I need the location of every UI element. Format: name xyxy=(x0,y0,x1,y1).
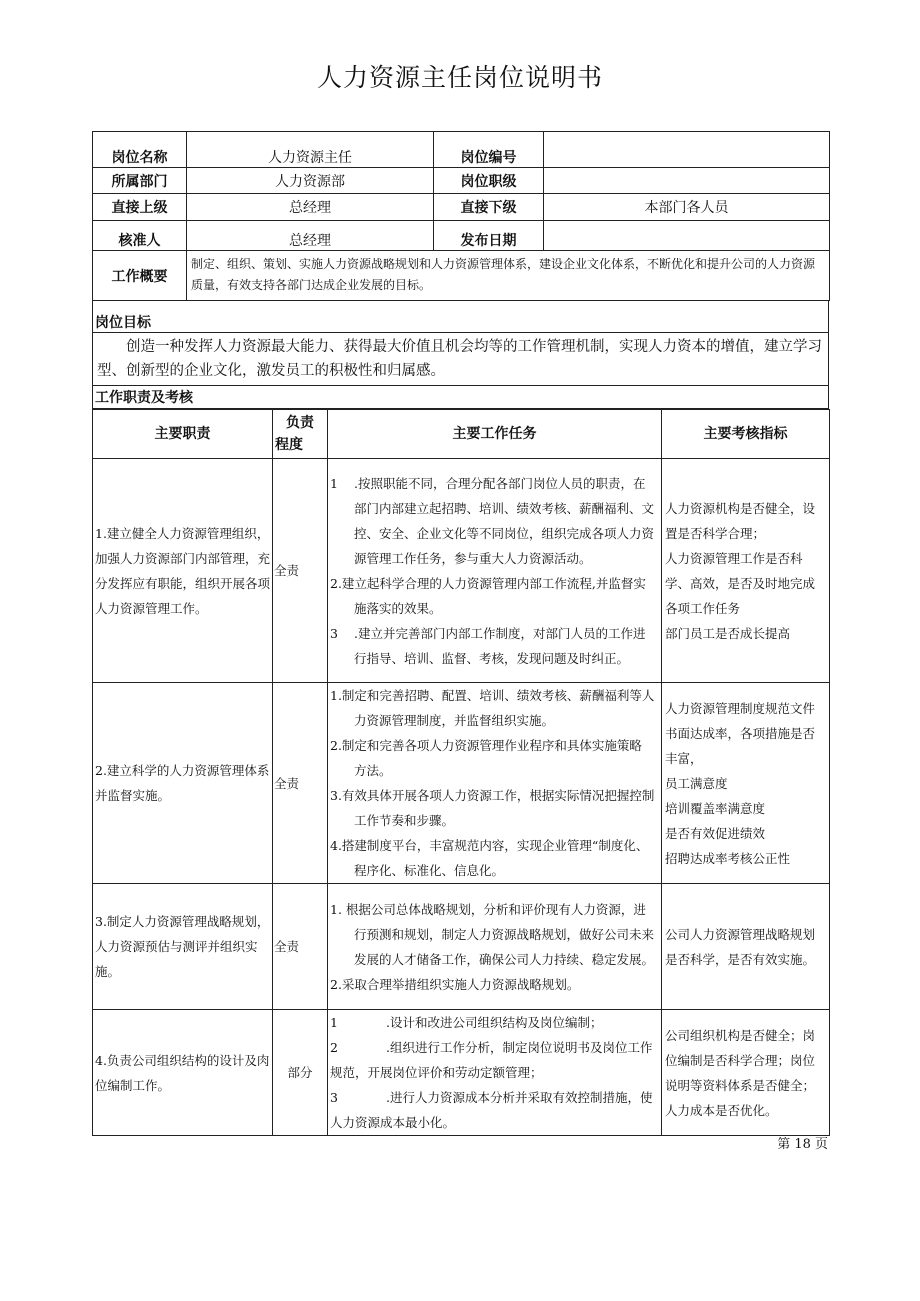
task-item-cont: 部门内部建立起招聘、培训、绩效考核、薪酬福利、文控、安全、企业文化等不同岗位，组织完成各项人力资源管理工作任务，参与重大人力资源活动。 xyxy=(354,500,655,566)
kpi-item: 是否有效促进绩效 xyxy=(665,825,766,841)
task-item-cont: 规范，开展岗位评价和劳动定额管理； xyxy=(330,1065,543,1080)
kpi-cell xyxy=(662,884,830,1010)
page-title: 人力资源主任岗位说明书 xyxy=(316,63,603,92)
duties-heading: 工作职责及考核 xyxy=(93,386,829,409)
task-item: 3 .建立并完善部门内部工作制度，对部门人员的工作进 xyxy=(330,625,646,641)
task-item: 3 .进行人力资源成本分析并采取有效控制措施，使 xyxy=(330,1090,653,1105)
task-item-cont: 力资源管理制度，并监督组织实施。 xyxy=(354,713,555,728)
degree-cell: 全责 xyxy=(273,683,328,884)
kpi-cell xyxy=(662,459,830,683)
position-no-label: 岗位编号 xyxy=(434,132,544,168)
page-number: 第 18 页 xyxy=(777,1137,828,1152)
dept-value: 人力资源部 xyxy=(187,168,434,194)
task-item-cont: 方法。 xyxy=(354,763,392,778)
level-value xyxy=(544,168,830,194)
release-label: 发布日期 xyxy=(434,221,544,251)
position-name-value: 人力资源主任 xyxy=(187,132,434,168)
task-item-cont: 行预测和规划，制定人力资源战略规划，做好公司未来发展的人才储备工作，确保公司人力持续、稳定发展。 xyxy=(354,926,655,967)
tasks-cell xyxy=(328,683,662,884)
kpi-item: 公司组织机构是否健全；岗位编制是否科学合理；岗位说明等资料体系是否健全；人力成本是否优化。 xyxy=(665,1027,816,1118)
tasks-cell xyxy=(328,1010,662,1136)
task-item: 1 .按照职能不同，合理分配各部门岗位人员的职责，在 xyxy=(330,475,646,491)
position-name-label: 岗位名称 xyxy=(93,132,187,168)
approver-value: 总经理 xyxy=(187,221,434,251)
task-item-cont: 行指导、培训、监督、考核，发现问题及时纠正。 xyxy=(354,650,630,666)
degree-cell: 全责 xyxy=(273,884,328,1010)
release-value xyxy=(544,221,830,251)
table-row xyxy=(93,683,830,884)
kpi-item: 人力资源管理工作是否科学、高效，是否及时地完成各项工作任务 xyxy=(665,550,816,616)
task-item: 3.有效具体开展各项人力资源工作，根据实际情况把握控制 xyxy=(330,788,655,803)
task-item: 1 .设计和改进公司组织结构及岗位编制； xyxy=(330,1015,603,1030)
col-degree-line2: 程度 xyxy=(275,437,303,453)
task-item-cont: 程序化、标准化、信息化。 xyxy=(354,863,505,878)
col-degree-line1: 负责 xyxy=(286,415,314,431)
tasks-cell xyxy=(328,459,662,683)
task-item: 4.搭建制度平台，丰富规范内容，实现企业管理“制度化、 xyxy=(330,838,649,853)
goal-heading: 岗位目标 xyxy=(93,301,829,333)
task-item: 2.采取合理举措组织实施人力资源战略规划。 xyxy=(330,976,580,992)
level-label: 岗位职级 xyxy=(434,168,544,194)
task-item-cont: 施落实的效果。 xyxy=(354,600,442,616)
col-duty: 主要职责 xyxy=(93,410,273,459)
kpi-item: 招聘达成率考核公正性 xyxy=(665,850,791,866)
approver-label: 核准人 xyxy=(93,221,187,251)
superior-value: 总经理 xyxy=(187,194,434,221)
kpi-item: 人力资源管理制度规范文件书面达成率，各项措施是否丰富， xyxy=(665,700,816,766)
kpi-item: 人力资源机构是否健全，设置是否科学合理； xyxy=(665,500,816,541)
degree-cell: 全责 xyxy=(273,459,328,683)
kpi-item: 员工满意度 xyxy=(665,775,728,791)
dept-label: 所属部门 xyxy=(93,168,187,194)
col-kpi: 主要考核指标 xyxy=(662,410,830,459)
subordinate-value: 本部门各人员 xyxy=(544,194,830,221)
summary-label: 工作概要 xyxy=(93,251,187,301)
table-row xyxy=(93,884,830,1010)
duty-cell: 4.负责公司组织结构的设计及肉位编制工作。 xyxy=(93,1010,273,1136)
task-item: 2.建立起科学合理的人力资源管理内部工作流程,并监督实 xyxy=(330,575,646,591)
table-row xyxy=(93,1010,830,1136)
col-tasks: 主要工作任务 xyxy=(328,410,662,459)
goal-table xyxy=(92,300,829,409)
subordinate-label: 直接下级 xyxy=(434,194,544,221)
goal-text: 创造一种发挥人力资源最大能力、获得最大价值且机会均等的工作管理机制，实现人力资本的增值，建立学习型、创新型的企业文化，激发员工的积极性和归属感。 xyxy=(93,333,829,386)
duties-table xyxy=(92,409,830,1136)
task-item-cont: 人力资源成本最小化。 xyxy=(330,1115,456,1130)
tasks-cell xyxy=(328,884,662,1010)
kpi-item: 公司人力资源管理战略规划是否科学，是否有效实施。 xyxy=(665,926,816,967)
degree-cell: 部分 xyxy=(273,1010,328,1136)
task-item: 2.制定和完善各项人力资源管理作业程序和具体实施策略 xyxy=(330,738,642,753)
kpi-cell xyxy=(662,683,830,884)
task-item: 1. 根据公司总体战略规划，分析和评价现有人力资源，进 xyxy=(330,901,646,917)
superior-label: 直接上级 xyxy=(93,194,187,221)
kpi-item: 部门员工是否成长提高 xyxy=(665,625,791,641)
kpi-cell xyxy=(662,1010,830,1136)
col-degree xyxy=(273,410,328,459)
info-table xyxy=(92,131,830,301)
duty-cell: 1.建立健全人力资源管理组织，加强人力资源部门内部管理，充分发挥应有职能，组织开展各项人力资源管理工作。 xyxy=(93,459,273,683)
table-row xyxy=(93,459,830,683)
summary-text: 制定、组织、策划、实施人力资源战略规划和人力资源管理体系，建设企业文化体系，不断优化和提升公司的人力资源质量，有效支持各部门达成企业发展的目标。 xyxy=(187,251,830,301)
duty-cell: 2.建立科学的人力资源管理体系并监督实施。 xyxy=(93,683,273,884)
task-item: 2 .组织进行工作分析，制定岗位说明书及岗位工作 xyxy=(330,1040,653,1055)
task-item-cont: 工作节奏和步骤。 xyxy=(354,813,455,828)
position-no-value xyxy=(544,132,830,168)
duty-cell: 3.制定人力资源管理战略规划，人力资源预估与测评并组织实施。 xyxy=(93,884,273,1010)
kpi-item: 培训覆盖率满意度 xyxy=(665,800,766,816)
task-item: 1.制定和完善招聘、配置、培训、绩效考核、薪酬福利等人 xyxy=(330,688,655,703)
